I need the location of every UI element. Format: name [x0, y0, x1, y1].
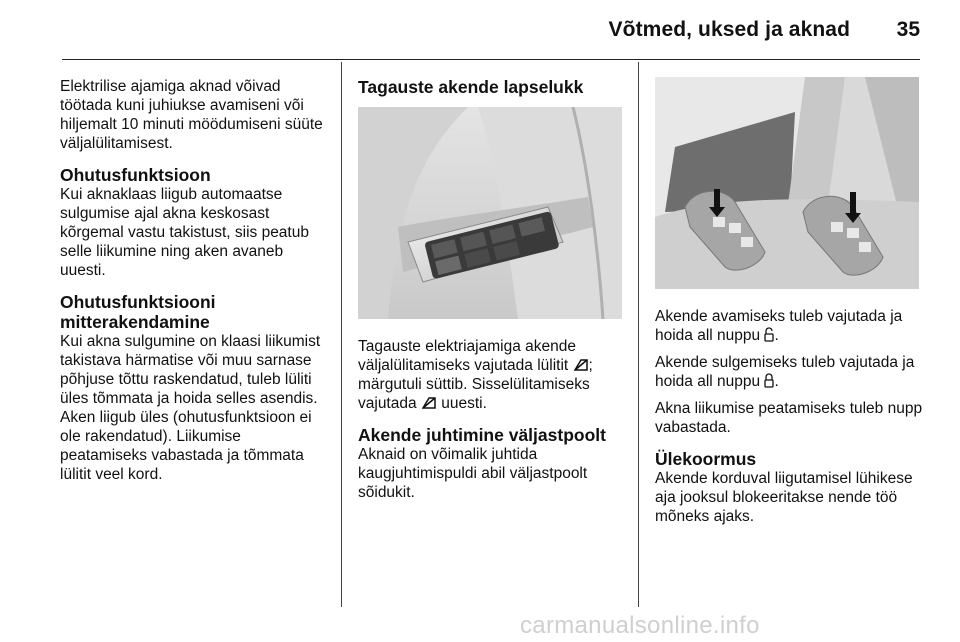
remote-control-heading: Akende juhtimine väljastpoolt [358, 425, 606, 445]
close-windows-text-part1: Akende sulgemiseks tuleb vajutada ja hoida all nuppu [655, 354, 915, 390]
intro-paragraph: Elektrilise ajamiga aknad võivad töötada kuni juhiukse avamiseni või hiljemalt 10 minuti möödumiseni süüte väljalülitamisest. [60, 78, 323, 152]
open-windows-text-part2: . [774, 327, 779, 344]
column-1 [60, 77, 330, 484]
column-3 [655, 77, 927, 526]
stop-movement-text: Akna liikumise peatamiseks tuleb nupp vabastada. [655, 400, 923, 436]
header-divider [62, 59, 920, 60]
safety-override-heading: Ohutusfunktsiooni mitterakendamine [60, 292, 216, 332]
padlock-closed-icon [764, 373, 774, 388]
child-lock-text-part1: Tagauste elektriajamiga akende väljalülitamiseks vajutada lülitit [358, 338, 576, 374]
window-childlock-icon [421, 396, 437, 410]
door-window-switch-illustration [358, 107, 622, 319]
watermark: carmanualsonline.info [520, 612, 760, 639]
overload-text: Akende korduval liigutamisel lühikese aja jooksul blokeeritakse nende töö mõneks ajaks. [655, 470, 913, 525]
safety-function-text: Kui aknaklaas liigub automaatse sulgumise ajal akna keskosast kõrgemal vastu takistust, siis peatub selle liikumine ning aken avaneb uuesti. [60, 186, 309, 279]
column-divider [638, 62, 639, 607]
child-lock-text-part2: ; märgutuli süttib. Sisselülitamiseks vajutada [358, 357, 593, 412]
remote-key-illustration [655, 77, 919, 289]
open-windows-text [655, 307, 927, 345]
safety-override-text: Kui akna sulgumine on klaasi liikumist takistava härmatise või muu sarnase põhjuse tõttu raskendatud, tuleb lüliti üles tõmmata ja hoida selles asendis. Aken liigub üles (ohutusfunktsioon ei ole rakendatud). Liikumise peatamiseks vabastada ja tõmmata lülitit veel kord. [60, 333, 321, 483]
remote-control-text: Aknaid on võimalik juhtida kaugjuhtimispuldi abil väljastpoolt sõidukit. [358, 446, 588, 501]
child-lock-text-part3: uuesti. [441, 395, 487, 412]
close-windows-text [655, 353, 927, 391]
page-header-title: Võtmed, uksed ja aknad [608, 18, 850, 41]
column-2 [358, 77, 628, 502]
close-windows-text-part2: . [774, 373, 779, 390]
page-number: 35 [896, 18, 920, 41]
padlock-open-icon [764, 327, 774, 342]
child-lock-text [358, 337, 628, 413]
open-windows-text-part1: Akende avamiseks tuleb vajutada ja hoida all nuppu [655, 308, 903, 344]
overload-heading: Ülekoormus [655, 449, 757, 469]
safety-function-heading: Ohutusfunktsioon [60, 165, 211, 185]
child-lock-heading: Tagauste akende lapselukk [358, 77, 584, 97]
column-divider [341, 62, 342, 607]
window-childlock-icon [573, 358, 589, 372]
